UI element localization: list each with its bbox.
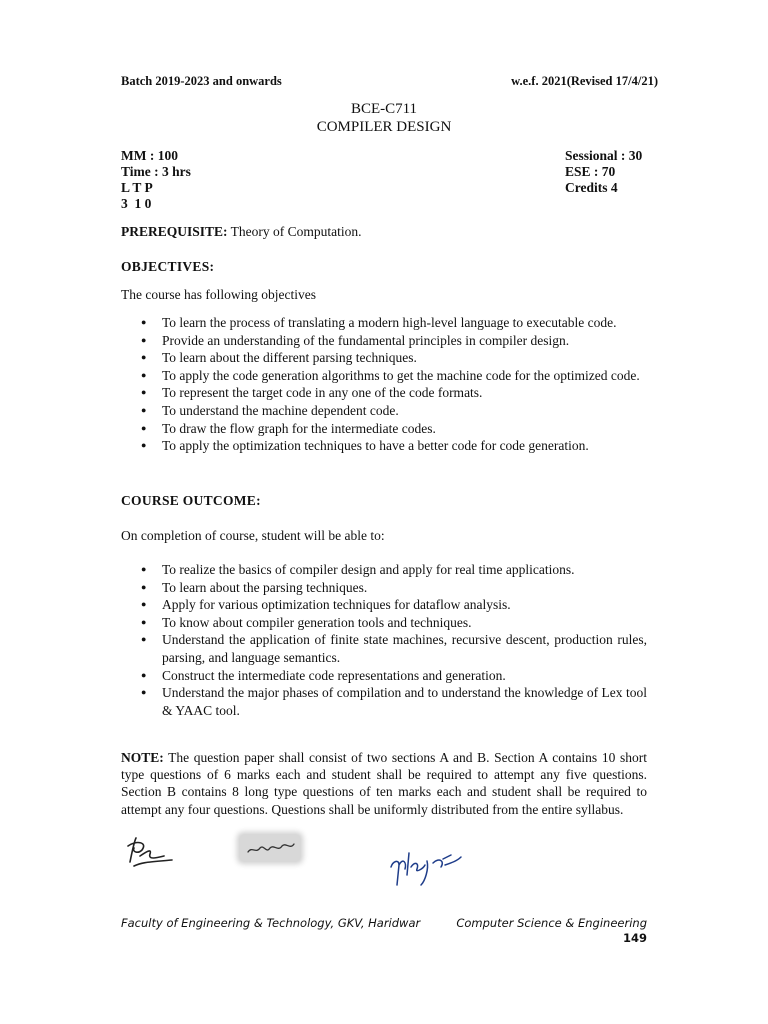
- list-item: ● To learn the process of translating a modern high-level language to executable code.: [121, 314, 647, 332]
- prerequisite-text: Theory of Computation.: [230, 224, 362, 239]
- note-text: The question paper shall consist of two sections A and B. Section A contains 10 short type questions of 6 marks each and student shall be required to attempt any five questions. Section B contains 8 long type questions of ten marks each and student shall be required to attempt any four questions. Questions shall be uniformly distributed from the entire syllabus.: [121, 750, 647, 817]
- objectives-list: [121, 314, 647, 455]
- note-paragraph: [121, 749, 647, 818]
- signature-2-icon: [244, 836, 300, 860]
- ese-marks: ESE : 70: [565, 164, 616, 179]
- credits: Credits 4: [565, 180, 618, 195]
- list-item: ● To draw the flow graph for the intermediate codes.: [121, 420, 647, 438]
- course-title: COMPILER DESIGN: [316, 119, 452, 135]
- footer-faculty: Faculty of Engineering & Technology, GKV, Haridwar: [121, 916, 421, 930]
- outcome-list: [121, 561, 647, 719]
- course-title-block: [0, 100, 768, 136]
- list-item: ● To learn about the parsing techniques.: [121, 579, 647, 597]
- list-item: ● Understand the application of finite state machines, recursive descent, production rules, parsing, and language semantics.: [121, 631, 647, 666]
- marks-info-left: [121, 148, 191, 212]
- prerequisite: [121, 223, 647, 241]
- max-marks: MM : 100: [121, 148, 178, 163]
- ltp-values: 3 1 0: [121, 196, 152, 211]
- objectives-list-container: [121, 314, 647, 455]
- objectives-intro: The course has following objectives: [121, 287, 316, 302]
- course-code: BCE-C711: [350, 101, 418, 117]
- list-item: ● Provide an understanding of the fundamental principles in compiler design.: [121, 332, 647, 350]
- prerequisite-label: PREREQUISITE:: [121, 224, 228, 239]
- page-number: 149: [622, 931, 647, 945]
- list-item: ● Apply for various optimization techniques for dataflow analysis.: [121, 596, 647, 614]
- list-item: ● To learn about the different parsing techniques.: [121, 349, 647, 367]
- outcome-list-container: [121, 561, 647, 719]
- note-label: NOTE:: [121, 750, 164, 765]
- effective-date-label: w.e.f. 2021(Revised 17/4/21): [511, 74, 658, 88]
- list-item: ● To realize the basics of compiler design and apply for real time applications.: [121, 561, 647, 579]
- list-item: ● Understand the major phases of compilation and to understand the knowledge of Lex tool & YAAC tool.: [121, 684, 647, 719]
- footer-department: Computer Science & Engineering: [456, 916, 647, 930]
- objectives-heading: OBJECTIVES:: [121, 259, 215, 274]
- batch-label: Batch 2019-2023 and onwards: [121, 74, 282, 88]
- list-item: ● To apply the optimization techniques to have a better code for code generation.: [121, 437, 647, 455]
- list-item: ● Construct the intermediate code representations and generation.: [121, 667, 647, 685]
- list-item: ● To represent the target code in any one of the code formats.: [121, 384, 647, 402]
- list-item: ● To know about compiler generation tools and techniques.: [121, 614, 647, 632]
- exam-time: Time : 3 hrs: [121, 164, 191, 179]
- list-item: ● To understand the machine dependent code.: [121, 402, 647, 420]
- ltp-label: L T P: [121, 180, 153, 195]
- signature-3-icon: [385, 845, 465, 890]
- list-item: ● To apply the code generation algorithms to get the machine code for the optimized code.: [121, 367, 647, 385]
- outcome-heading: COURSE OUTCOME:: [121, 493, 261, 508]
- signature-1-icon: [120, 832, 180, 872]
- outcome-intro: On completion of course, student will be able to:: [121, 528, 385, 543]
- marks-info-right: [565, 148, 642, 196]
- sessional-marks: Sessional : 30: [565, 148, 643, 163]
